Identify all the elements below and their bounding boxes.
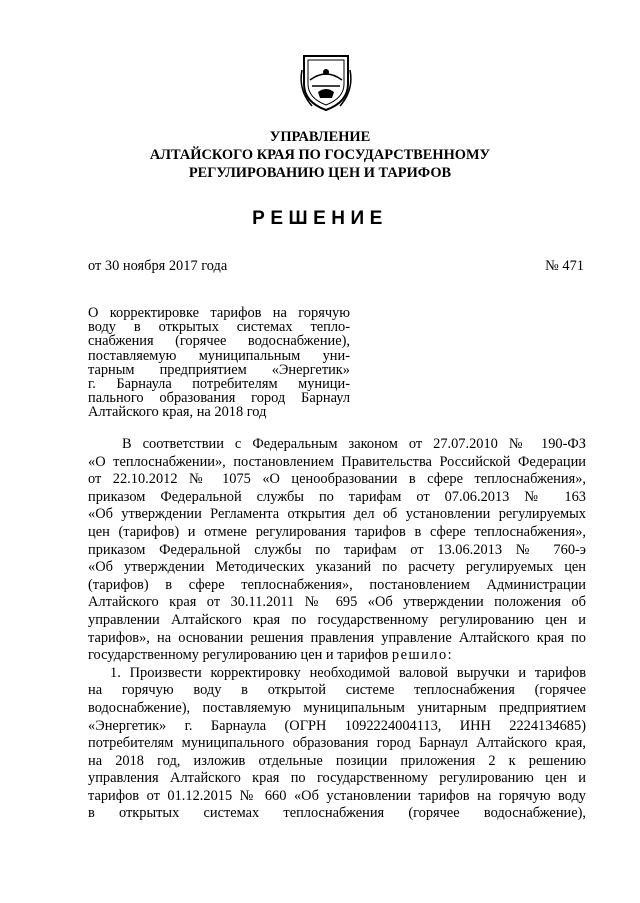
body-line: от 22.10.2012 № 1075 «О ценообразовании в сфере теплоснабжения», [88,471,586,488]
subject-line: О корректировке тарифов на горячую [88,305,350,321]
body-line: «Энергетик» г. Барнаула (ОГРН 1092224004113, ИНН 2224134685) [88,717,586,734]
body-line: на 2018 год, изложив отдельные позиции приложения 2 к решению [88,752,586,769]
body-line: управлении Алтайского края по государственному регулированию цен и [88,611,586,628]
subject-line: тарным предприятием «Энергетик» [88,361,350,378]
org-line: РЕГУЛИРОВАНИЮ ЦЕН И ТАРИФОВ [188,165,452,181]
body-line-text: государственному регулированию цен и тарифов [88,647,392,664]
body-line: Алтайского края от 30.11.2011 № 695 «Об утверждении положения об [88,594,586,611]
body-line: (тарифов) в сфере теплоснабжения», постановлением Администрации [88,576,586,593]
body-line: «Об утверждении Регламента открытия дел об установлении регулируемых [88,506,586,523]
body-line: водоснабжение), поставляемую муниципальным унитарным предприятием [88,699,586,716]
body-line: на горячую воду в открытой системе теплоснабжения (горячее [88,682,586,699]
subject-line: г. Барнаула потребителям муници- [88,376,350,393]
document-subject [88,306,350,420]
body-line [88,647,586,665]
body-line: потребителям муниципального образования город Барнаул Алтайского края, [88,735,586,752]
coat-of-arms-emblem [298,50,354,114]
document-date: от 30 ноября 2017 года [88,258,228,274]
org-line: АЛТАЙСКОГО КРАЯ ПО ГОСУДАРСТВЕННОМУ [149,147,491,163]
body-line: тарифов», на основании решения правления управление Алтайского края по [88,629,586,646]
document-body [88,436,586,823]
body-line: приказом Федеральной службы по тарифам от 07.06.2013 № 163 [88,488,586,505]
subject-line: поставляемую муниципальным уни- [88,347,350,364]
body-line: «Об утверждении Методических указаний по расчету регулируемых цен [88,559,586,576]
body-line: тарифов от 01.12.2015 № 660 «Об установлении тарифов на горячую воду [88,787,586,804]
body-line: «О теплоснабжении», постановлением Правительства Российской Федерации [88,453,586,470]
body-line: В соответствии с Федеральным законом от 27.07.2010 № 190-ФЗ [122,436,586,452]
subject-line: воду в открытых системах тепло- [88,319,350,336]
document-title: РЕШЕНИЕ [252,208,388,229]
body-line: приказом Федеральной службы по тарифам от 13.06.2013 № 760-э [88,541,586,558]
decided-word: решило: [391,647,454,664]
subject-line: пального образования город Барнаул [88,390,350,407]
subject-line: Алтайского края, на 2018 год [88,404,267,421]
org-line: УПРАВЛЕНИЕ [269,129,371,145]
body-line: в открытых системах теплоснабжения (горячее водоснабжение), [88,805,586,822]
body-line: 1. Произвести корректировку необходимой валовой выручки и тарифов [110,664,586,681]
organization-header [0,128,640,182]
body-line: цен (тарифов) и отмене регулирования тарифов в сфере теплоснабжения», [88,523,586,540]
subject-line: снабжения (горячее водоснабжение), [88,333,350,350]
document-number: № 471 [545,258,584,274]
body-line: управления Алтайского края по государственному регулированию цен и [88,770,586,787]
